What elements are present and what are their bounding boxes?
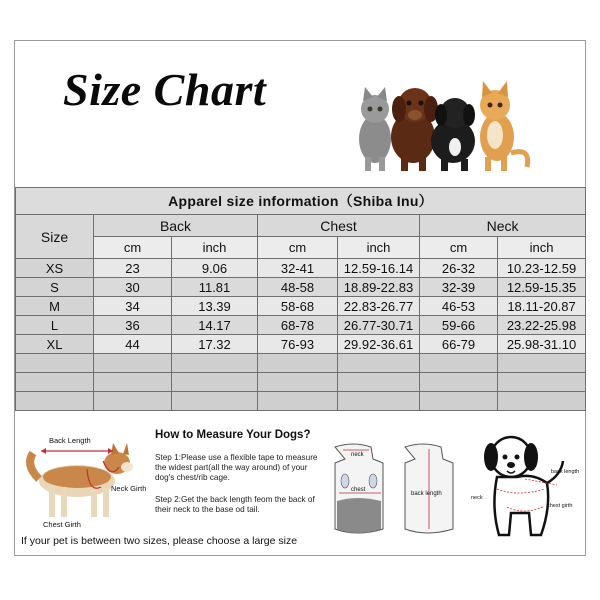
empty-row [16, 354, 586, 373]
table-cell: 26-32 [420, 259, 498, 278]
table-cell: 9.06 [172, 259, 258, 278]
table-caption-row [16, 188, 586, 215]
measure-guide [15, 417, 585, 555]
table-cell: 25.98-31.10 [498, 335, 586, 354]
howto-title: How to Measure Your Dogs? [155, 429, 311, 441]
table-cell: 68-78 [258, 316, 338, 335]
unit-header: inch [338, 237, 420, 259]
dog-photo [19, 421, 149, 531]
table-cell: 13.39 [172, 297, 258, 316]
table-cell: 22.83-26.77 [338, 297, 420, 316]
vest-back-length-label: back length [411, 491, 442, 497]
group-header-chest: Chest [258, 215, 420, 237]
unit-header: cm [420, 237, 498, 259]
unit-header-row [16, 237, 586, 259]
table-cell: 14.17 [172, 316, 258, 335]
group-header-row [16, 215, 586, 237]
table-cell: 36 [94, 316, 172, 335]
table-row [16, 316, 586, 335]
vest-neck-label: neck [351, 452, 364, 458]
table-row [16, 259, 586, 278]
table-cell: M [16, 297, 94, 316]
table-cell: L [16, 316, 94, 335]
table-row [16, 297, 586, 316]
unit-header: inch [172, 237, 258, 259]
cartoon-neck-label: neck [471, 495, 483, 501]
table-cell: 17.32 [172, 335, 258, 354]
table-cell: 12.59-16.14 [338, 259, 420, 278]
table-cell: 66-79 [420, 335, 498, 354]
vest-diagram [327, 439, 467, 539]
table-row [16, 335, 586, 354]
table-cell: 44 [94, 335, 172, 354]
size-chart-sheet [14, 40, 586, 556]
size-header: Size [16, 215, 94, 259]
table-cell: XL [16, 335, 94, 354]
unit-header: inch [498, 237, 586, 259]
table-cell: 26.77-30.71 [338, 316, 420, 335]
table-cell: 32-39 [420, 278, 498, 297]
table-cell: XS [16, 259, 94, 278]
table-caption: Apparel size information（Shiba Inu） [16, 188, 586, 215]
step-1-text: Step 1:Please use a flexible tape to measure the widest part(all the way around) of your dog's chest/rib cage. [155, 453, 318, 482]
unit-header: cm [258, 237, 338, 259]
table-cell: 76-93 [258, 335, 338, 354]
table-cell: 18.11-20.87 [498, 297, 586, 316]
size-table [15, 187, 585, 411]
pets-photo [335, 67, 535, 177]
table-cell: 59-66 [420, 316, 498, 335]
table-row [16, 278, 586, 297]
table-cell: 30 [94, 278, 172, 297]
table-cell: 10.23-12.59 [498, 259, 586, 278]
table-cell: 11.81 [172, 278, 258, 297]
table-cell: 18.89-22.83 [338, 278, 420, 297]
group-header-back: Back [94, 215, 258, 237]
page-title: Size Chart [63, 64, 267, 115]
table-cell: 12.59-15.35 [498, 278, 586, 297]
cartoon-dog-diagram [467, 427, 583, 547]
table-cell: 23.22-25.98 [498, 316, 586, 335]
vest-chest-label: chest [351, 487, 366, 493]
table-cell: 46-53 [420, 297, 498, 316]
table-cell: 23 [94, 259, 172, 278]
empty-row [16, 373, 586, 392]
table-cell: S [16, 278, 94, 297]
table-cell: 48-58 [258, 278, 338, 297]
footer-note: If your pet is between two sizes, please choose a large size [21, 535, 298, 547]
table-cell: 32-41 [258, 259, 338, 278]
table-cell: 34 [94, 297, 172, 316]
header-banner [15, 41, 585, 187]
empty-row [16, 392, 586, 411]
back-length-label: Back Length [49, 436, 91, 445]
group-header-neck: Neck [420, 215, 586, 237]
table-cell: 58-68 [258, 297, 338, 316]
chest-girth-label: Chest Girth [43, 520, 81, 529]
cartoon-chest-girth-label: chest girth [547, 503, 573, 509]
table-cell: 29.92-36.61 [338, 335, 420, 354]
unit-header: cm [94, 237, 172, 259]
step-2-text: Step 2:Get the back length feom the back of their neck to the base od tail. [155, 495, 315, 514]
neck-girth-label: Neck Girth [111, 484, 147, 493]
cartoon-back-length-label: back length [551, 469, 580, 475]
